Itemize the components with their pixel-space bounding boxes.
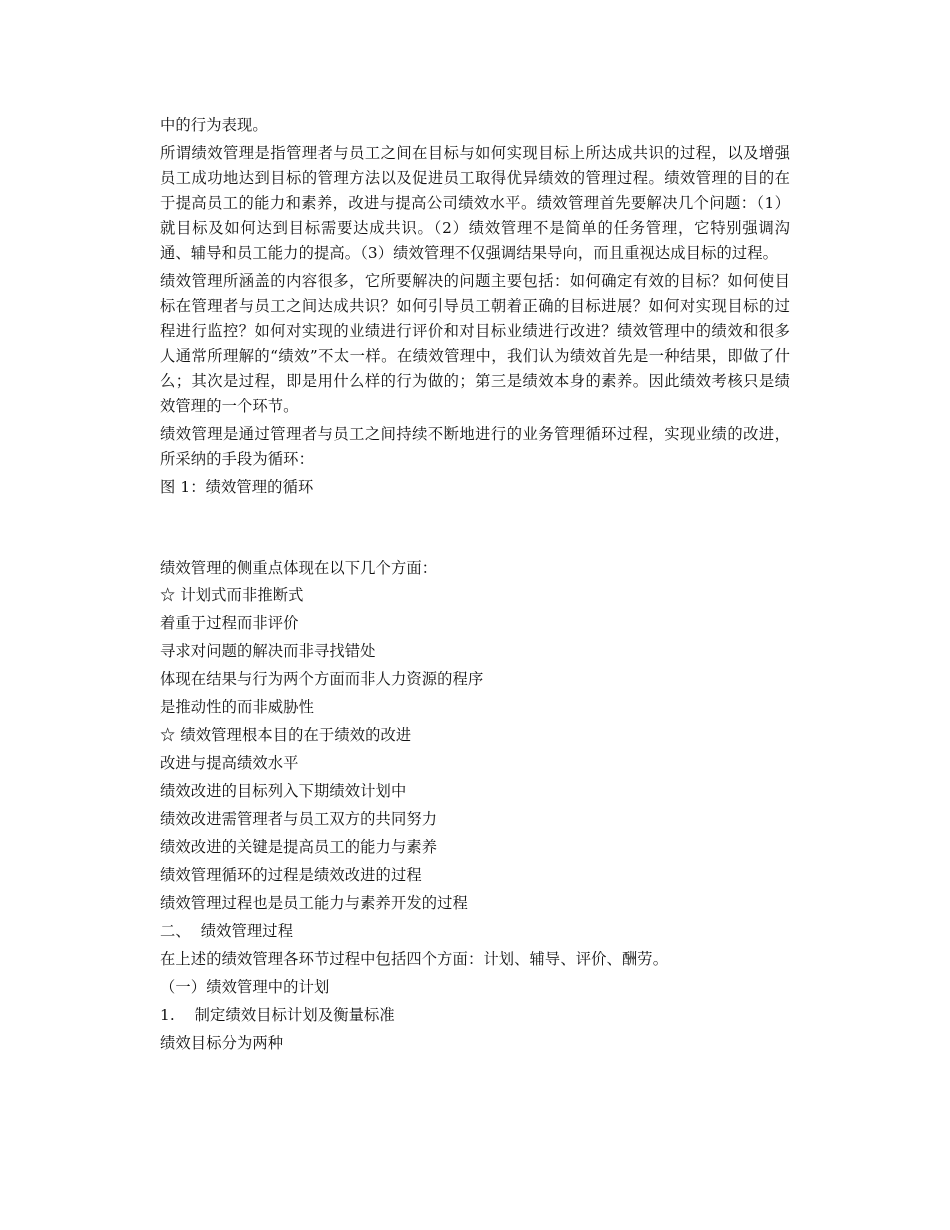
document-body bbox=[160, 113, 790, 1057]
paragraph-scope: 绩效管理所涵盖的内容很多，它所要解决的问题主要包括：如何确定有效的目标？如何使目标在管理者与员工之间达成共识？如何引导员工朝着正确的目标进展？如何对实现目标的过程进行监控？如何对实现的业绩进行评价和对目标业绩进行改进？绩效管理中的绩效和很多人通常所理解的“绩效”不太一样。在绩效管理中，我们认为绩效首先是一种结果，即做了什么；其次是过程，即是用什么样的行为做的；第三是绩效本身的素养。因此绩效考核只是绩效管理的一个环节。 bbox=[160, 272, 790, 415]
list-item: 改进与提高绩效水平 bbox=[160, 754, 299, 772]
list-item: 绩效管理循环的过程是绩效改进的过程 bbox=[160, 866, 422, 884]
paragraph-definition: 所谓绩效管理是指管理者与员工之间在目标与如何实现目标上所达成共识的过程，以及增强员工成功地达到目标的管理方法以及促进员工取得优异绩效的管理过程。绩效管理的目的在于提高员工的能力和素养，改进与提高公司绩效水平。绩效管理首先要解决几个问题：（1）就目标及如何达到目标需要达成共识。（2）绩效管理不是简单的任务管理，它特别强调沟通、辅导和员工能力的提高。（3）绩效管理不仅强调结果导向，而且重视达成目标的过程。 bbox=[160, 144, 790, 262]
numbered-heading: 1. 制定绩效目标计划及衡量标准 bbox=[160, 1006, 395, 1024]
section-heading: 二、 绩效管理过程 bbox=[160, 922, 294, 940]
section-intro: 绩效管理的侧重点体现在以下几个方面： bbox=[160, 559, 438, 577]
list-item: 绩效改进的关键是提高员工的能力与素养 bbox=[160, 838, 438, 856]
figure-placeholder bbox=[160, 500, 790, 536]
paragraph-continuation: 中的行为表现。 bbox=[160, 116, 268, 134]
list-item: 绩效改进需管理者与员工双方的共同努力 bbox=[160, 810, 438, 828]
subsection-heading: （一）绩效管理中的计划 bbox=[160, 978, 330, 996]
list-item: 是推动性的而非威胁性 bbox=[160, 698, 314, 716]
paragraph-cycle: 绩效管理是通过管理者与员工之间持续不断地进行的业务管理循环过程，实现业绩的改进，所采纳的手段为循环： bbox=[160, 425, 790, 468]
list-item: 绩效管理过程也是员工能力与素养开发的过程 bbox=[160, 894, 468, 912]
list-item: ☆ 计划式而非推断式 bbox=[160, 586, 304, 604]
list-item: 寻求对问题的解决而非寻找错处 bbox=[160, 642, 376, 660]
list-item: ☆ 绩效管理根本目的在于绩效的改进 bbox=[160, 726, 412, 744]
list-item: 绩效改进的目标列入下期绩效计划中 bbox=[160, 782, 407, 800]
paragraph-goals: 绩效目标分为两种 bbox=[160, 1034, 284, 1052]
paragraph-process: 在上述的绩效管理各环节过程中包括四个方面：计划、辅导、评价、酬劳。 bbox=[160, 950, 669, 968]
figure-caption: 图 1：绩效管理的循环 bbox=[160, 478, 314, 496]
list-item: 着重于过程而非评价 bbox=[160, 614, 299, 632]
list-item: 体现在结果与行为两个方面而非人力资源的程序 bbox=[160, 670, 484, 688]
